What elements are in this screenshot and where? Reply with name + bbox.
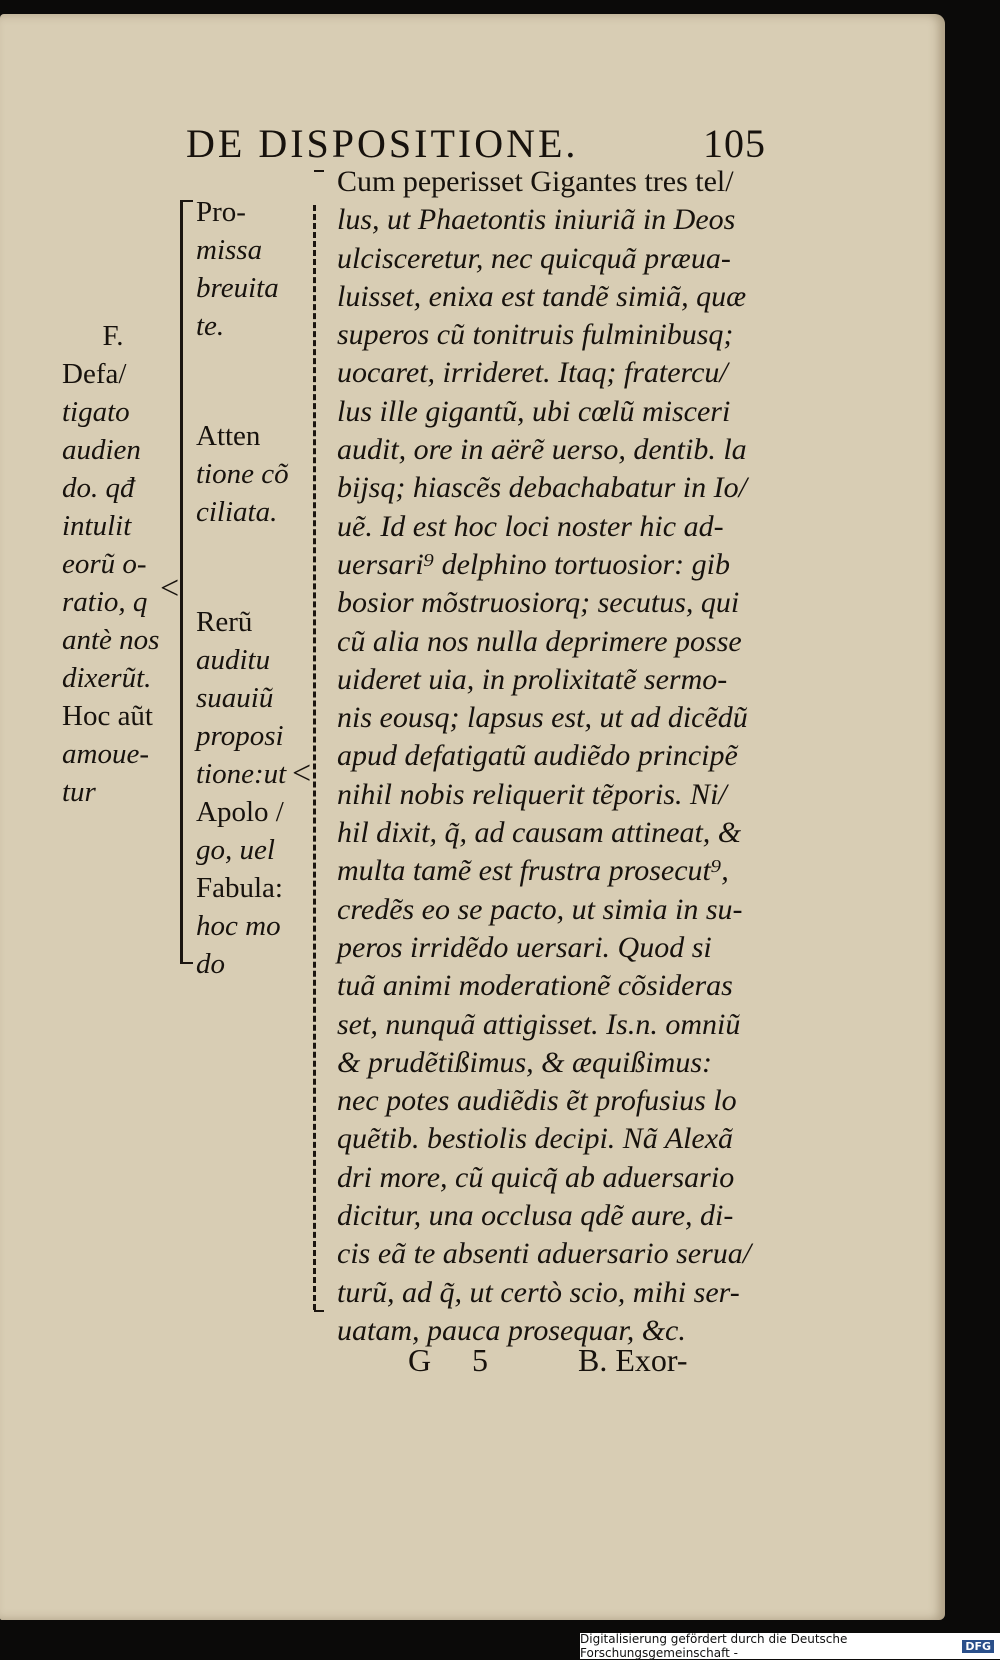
text-line: lus ille gigantũ, ubi cœlũ misceri xyxy=(337,394,731,428)
catchword: B. Exor- xyxy=(578,1342,688,1378)
marginal-line: eorũ o- xyxy=(62,548,147,580)
text-line: ulcisceretur, nec quicquã præua- xyxy=(337,241,731,275)
text-line: luisset, enixa est tandẽ simiã, quæ xyxy=(337,279,747,313)
text-line: turũ, ad q̃, ut certò scio, mihi ser- xyxy=(337,1275,740,1309)
text-line: lus, ut Phaetontis iniuriã in Deos xyxy=(337,203,736,237)
marginal-line: Hoc aũt xyxy=(62,700,153,732)
brace-point: < xyxy=(292,755,312,792)
bracket-item-rerum xyxy=(196,603,292,983)
text-line: uersari⁹ delphino tortuosior: gib xyxy=(337,547,730,581)
text-line: uẽ. Id est hoc loci noster hic ad- xyxy=(337,509,724,543)
text-line: dicitur, una occlusa qdẽ aure, di- xyxy=(337,1199,734,1233)
bracket-line: missa xyxy=(196,234,263,266)
text-line: apud defatigatũ audiẽdo principẽ xyxy=(337,739,738,773)
marginal-line: intulit xyxy=(62,510,132,542)
marginal-line: antè nos xyxy=(62,624,160,656)
marginal-line: audien xyxy=(62,434,141,466)
text-line: audit, ore in aërẽ uerso, dentib. la xyxy=(337,433,747,467)
bracket-line: Apolo / xyxy=(196,796,284,828)
text-line: nec potes audiẽdis ẽt profusius lo xyxy=(337,1084,737,1118)
bracket-line: breuita xyxy=(196,272,279,304)
bracket-line: Fabula: xyxy=(196,872,283,904)
attribution-text: Digitalisierung gefördert durch die Deutsche Forschungsgemeinschaft - xyxy=(580,1632,848,1660)
text-line: hil dixit, q̃, ad causam attineat, & xyxy=(337,816,742,850)
bracket-line: do xyxy=(196,948,225,980)
signature-letter: G xyxy=(408,1342,432,1378)
running-head xyxy=(186,120,766,167)
marginal-line: tigato xyxy=(62,396,130,428)
bracket-line: Pro- xyxy=(196,196,246,228)
bracket-line: suauiũ xyxy=(196,682,274,714)
bracket-line: go, uel xyxy=(196,834,275,866)
marginal-line: tur xyxy=(62,776,96,808)
text-line: peros irridẽdo uersari. Quod si xyxy=(337,930,712,964)
text-line: nihil nobis reliquerit tẽporis. Ni/ xyxy=(337,777,727,811)
main-brace xyxy=(314,170,324,1312)
marginal-line: amoue- xyxy=(62,738,149,770)
page-number: 105 xyxy=(703,121,766,166)
signature-number: 5 xyxy=(472,1342,488,1378)
text-line: multa tamẽ est frustra prosecut⁹, xyxy=(337,854,729,888)
page-title: DE DISPOSITIONE. xyxy=(186,121,579,166)
brace-point: < xyxy=(160,570,180,607)
bracket-line: Atten xyxy=(196,420,261,452)
marginal-line: do. qđ xyxy=(62,472,135,504)
bracket-line: te. xyxy=(196,310,225,342)
marginal-line: Defa/ xyxy=(62,358,127,390)
text-line: bijsq; hiascẽs debachabatur in Io/ xyxy=(337,471,747,505)
text-line: uideret uia, in prolixitatẽ sermo- xyxy=(337,662,728,696)
text-line: cũ alia nos nulla deprimere posse xyxy=(337,624,742,658)
marginal-line: ratio, q xyxy=(62,586,148,618)
text-line: Cum peperisset Gigantes tres tel/ xyxy=(337,165,734,198)
text-line: tuã animi moderationẽ cõsideras xyxy=(337,969,733,1003)
text-line: credẽs eo se pacto, ut simia in su- xyxy=(337,892,743,926)
bracket-line: Rerũ xyxy=(196,606,253,638)
text-line: & prudẽtißimus, & æquißimus: xyxy=(337,1045,713,1079)
bracket-line: ciliata. xyxy=(196,496,278,528)
dfg-logo: DFG xyxy=(962,1640,994,1653)
bracket-line: tione:ut xyxy=(196,758,287,790)
text-line: nis eousq; lapsus est, ut ad dicẽdũ xyxy=(337,701,748,735)
text-line: cis eã te absenti aduersario serua/ xyxy=(337,1237,752,1271)
left-brace xyxy=(180,200,193,964)
text-line: dri more, cũ quicq̃ ab aduersario xyxy=(337,1160,735,1194)
bracket-item-promissa xyxy=(196,193,292,345)
marginal-letter: F. xyxy=(102,320,124,352)
bracket-line: hoc mo xyxy=(196,910,281,942)
text-line: uatam, pauca prosequar, &c. xyxy=(337,1313,686,1347)
text-line: uocaret, irrideret. Itaq; fratercu/ xyxy=(337,356,728,390)
marginal-note-f xyxy=(62,317,164,811)
marginal-line: dixerũt. xyxy=(62,662,152,694)
attribution-footer xyxy=(580,1633,1000,1659)
main-text xyxy=(337,163,762,1350)
bracket-line: tione cõ xyxy=(196,458,289,490)
text-line: bosior mõstruosiorq; secutus, qui xyxy=(337,586,740,620)
bracket-line: auditu xyxy=(196,644,271,676)
text-line: set, nunquã attigisset. Is.n. omniũ xyxy=(337,1007,741,1041)
bracket-item-attentione xyxy=(196,417,292,531)
text-line: quẽtib. bestiolis decipi. Nã Alexã xyxy=(337,1122,734,1156)
bracket-line: proposi xyxy=(196,720,284,752)
text-line: superos cũ tonitruis fulminibusq; xyxy=(337,318,734,352)
